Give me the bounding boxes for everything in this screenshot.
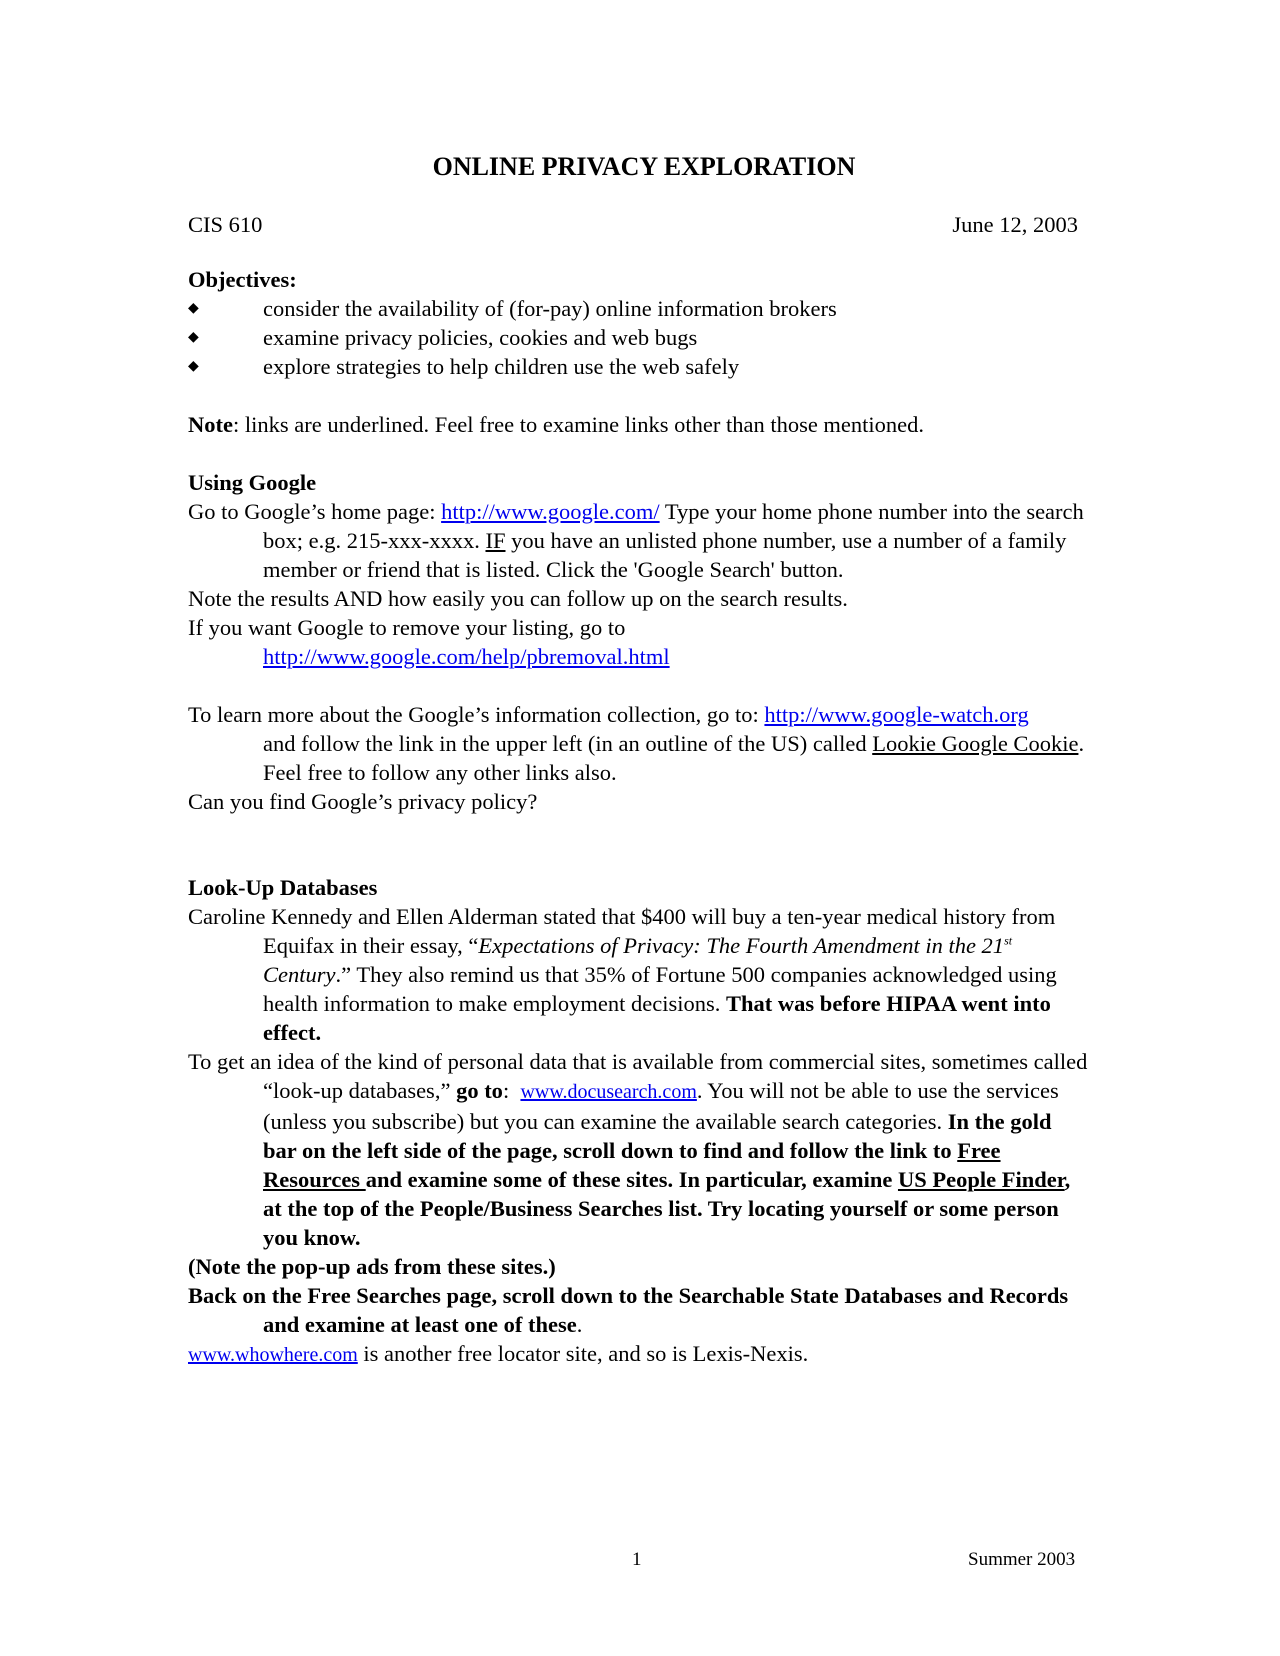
page-title: ONLINE PRIVACY EXPLORATION [432, 152, 856, 181]
lookup-heading: Look-Up Databases [188, 875, 378, 900]
diamond-bullet-icon: ◆ [188, 301, 199, 316]
google-paragraph-4: To learn more about the Google’s information collection, go to: http://www.google-watch.org and follow the link in the upper left (in an outline of the US) called Lookie Google Cookie. Feel free to follow any other links also. [188, 702, 1085, 785]
google-paragraph-5: Can you find Google’s privacy policy? [188, 789, 538, 814]
free-resources-link[interactable]: Free Resources [263, 1138, 1001, 1192]
objectives-heading: Objectives: [188, 267, 297, 292]
footer-term: Summer 2003 [968, 1549, 1076, 1570]
diamond-bullet-icon: ◆ [188, 330, 199, 345]
document-body [188, 130, 1088, 1370]
lookup-paragraph-5: www.whowhere.com is another free locator site, and so is Lexis-Nexis. [188, 1341, 809, 1366]
google-paragraph-2: Note the results AND how easily you can follow up on the search results. [188, 586, 848, 611]
page-number: 1 [632, 1549, 642, 1570]
google-watch-link[interactable]: http://www.google-watch.org [764, 702, 1029, 727]
objective-item: ◆ explore strategies to help children use the web safely [188, 354, 740, 379]
note-label: Note [188, 412, 233, 437]
google-heading: Using Google [188, 470, 317, 495]
whowhere-link[interactable]: www.whowhere.com [188, 1344, 358, 1366]
document-date: June 12, 2003 [952, 212, 1078, 237]
header-row [188, 210, 1078, 239]
diamond-bullet-icon: ◆ [188, 359, 199, 374]
course-code: CIS 610 [188, 212, 263, 237]
lookup-paragraph-4: Back on the Free Searches page, scroll down to the Searchable State Databases and Records and examine at least one of these. [188, 1283, 1069, 1337]
objective-item: ◆ consider the availability of (for-pay) online information brokers [188, 296, 837, 321]
google-home-link[interactable]: http://www.google.com/ [441, 499, 660, 524]
google-paragraph-1: Go to Google’s home page: http://www.google.com/ Type your home phone number into the search box; e.g. 215-xxx-xxxx. IF you have an unlisted phone number, use a number of a family member or friend that is listed. Click the 'Google Search' button. [188, 499, 1084, 582]
lookup-paragraph-1: Caroline Kennedy and Ellen Alderman stated that $400 will buy a ten-year medical history from Equifax in their essay, “Expectations of Privacy: The Fourth Amendment in the 21st Century.” They also remind us that 35% of Fortune 500 companies acknowledged using health information to make employment decisions. That was before HIPAA went into effect. [188, 904, 1057, 1045]
docusearch-link[interactable]: www.docusearch.com [520, 1081, 697, 1103]
google-removal-link[interactable]: http://www.google.com/help/pbremoval.html [263, 644, 670, 669]
lookup-paragraph-2: To get an idea of the kind of personal data that is available from commercial sites, sometimes called “look-up databases,” go to: www.docusearch.com. You will not be able to use the services (unless you subscribe) but you can examine the available search categories. In the gold bar on the left side of the page, scroll down to find and follow the link to Free Resources and examine some of these sites. In particular, examine US People Finder, at the top of the People/Business Searches list. Try locating yourself or some person you know. [188, 1049, 1088, 1250]
lookup-paragraph-3: (Note the pop-up ads from these sites.) [188, 1254, 556, 1279]
google-paragraph-3: If you want Google to remove your listing, go to http://www.google.com/help/pbremoval.html [188, 615, 670, 669]
note-paragraph: Note: links are underlined. Feel free to examine links other than those mentioned. [188, 412, 925, 437]
objective-item: ◆ examine privacy policies, cookies and web bugs [188, 325, 698, 350]
lookie-google-cookie-link[interactable]: Lookie Google Cookie [872, 731, 1079, 756]
us-people-finder-link[interactable]: US People Finder [897, 1167, 1065, 1192]
